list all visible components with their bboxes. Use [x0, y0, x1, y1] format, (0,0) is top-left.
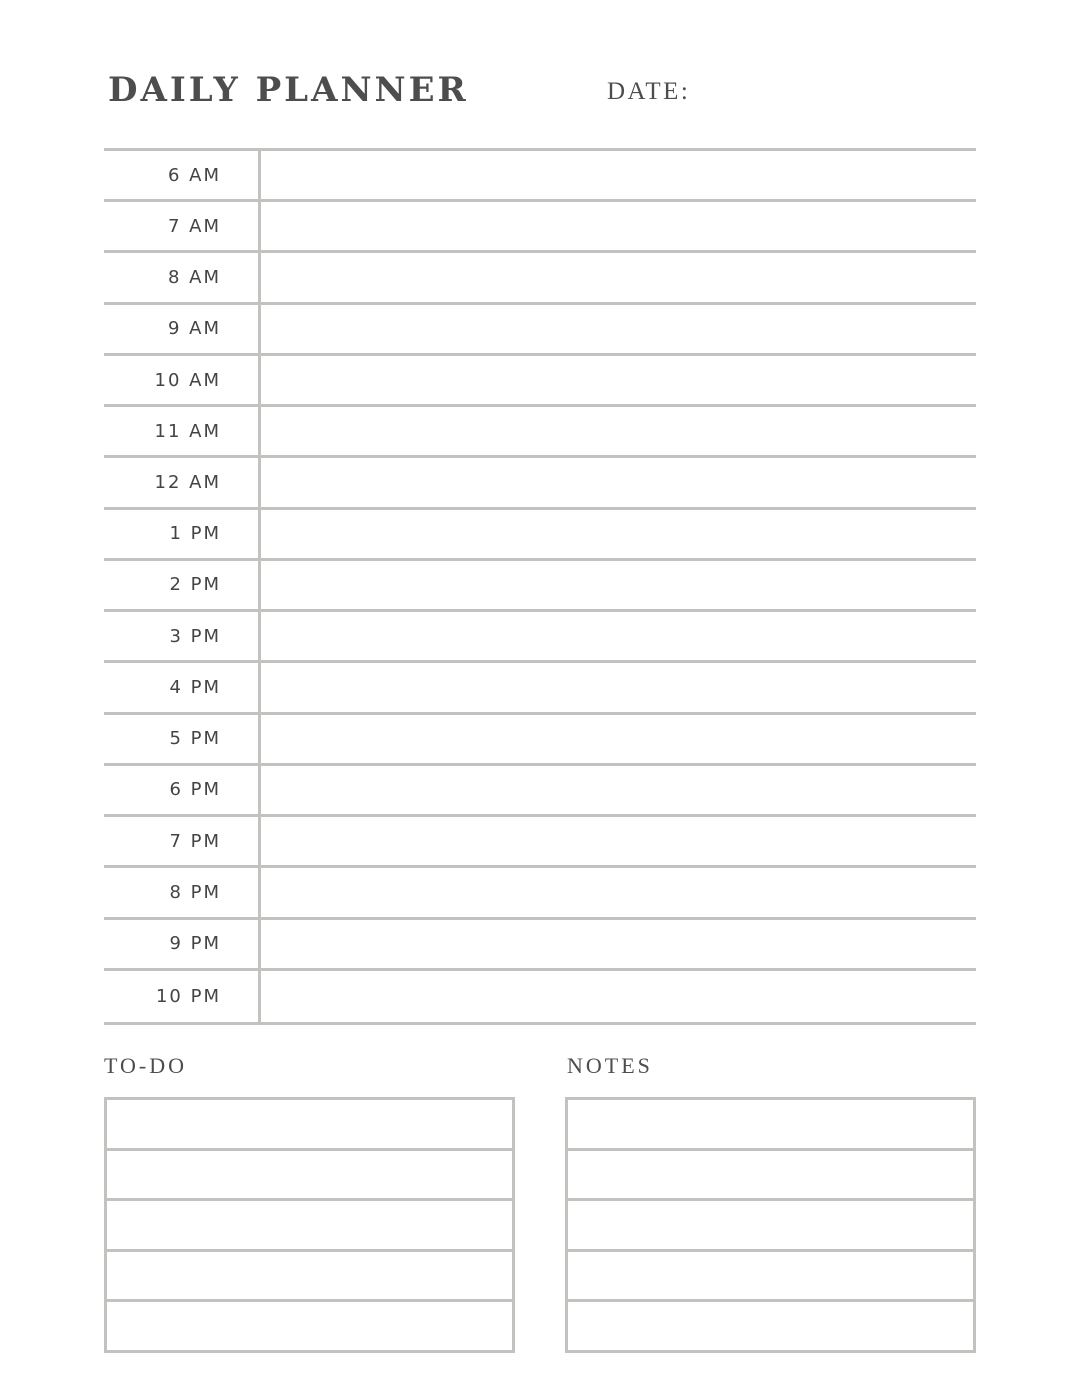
time-slot-label: 1 PM: [169, 523, 221, 545]
time-slot-entry[interactable]: [221, 766, 976, 814]
time-slot-label: 7 PM: [169, 830, 221, 852]
notes-line[interactable]: [568, 1252, 973, 1303]
time-slot-label: 9 AM: [167, 318, 221, 340]
time-slot-label: 12 AM: [154, 472, 221, 494]
time-slot-label: 2 PM: [169, 574, 221, 596]
page-title: DAILY PLANNER: [108, 70, 469, 110]
todo-box: [104, 1097, 515, 1353]
time-slot-entry[interactable]: [221, 561, 976, 609]
time-slot-label: 10 PM: [155, 985, 221, 1007]
todo-line[interactable]: [107, 1252, 512, 1303]
time-slot-row: [104, 663, 976, 714]
time-slot-row: [104, 151, 976, 202]
time-slot-entry[interactable]: [221, 202, 976, 250]
schedule-column-divider: [258, 149, 261, 1024]
time-slot-row: [104, 253, 976, 304]
time-slot-row: [104, 356, 976, 407]
time-slot-entry[interactable]: [221, 971, 976, 1022]
time-slot-row: [104, 202, 976, 253]
notes-box: [565, 1097, 976, 1353]
time-slot-row: [104, 817, 976, 868]
todo-line[interactable]: [107, 1201, 512, 1252]
todo-label: TO-DO: [104, 1053, 188, 1078]
time-slot-entry[interactable]: [221, 715, 976, 763]
notes-line[interactable]: [568, 1100, 973, 1151]
time-slot-row: [104, 612, 976, 663]
time-slot-row: [104, 305, 976, 356]
todo-line[interactable]: [107, 1151, 512, 1202]
time-slot-entry[interactable]: [221, 868, 976, 916]
time-slot-entry[interactable]: [221, 407, 976, 455]
time-slot-entry[interactable]: [221, 458, 976, 506]
time-slot-label: 6 AM: [167, 164, 221, 186]
time-slot-label: 4 PM: [169, 676, 221, 698]
time-slot-row: [104, 766, 976, 817]
time-slot-row: [104, 458, 976, 509]
notes-line[interactable]: [568, 1302, 973, 1350]
time-slot-label: 8 AM: [167, 267, 221, 289]
time-slot-row: [104, 971, 976, 1022]
time-slot-label: 11 AM: [154, 420, 221, 442]
time-slot-entry[interactable]: [221, 151, 976, 199]
time-slot-entry[interactable]: [221, 612, 976, 660]
time-slot-row: [104, 561, 976, 612]
time-slot-label: 10 AM: [154, 369, 221, 391]
time-slot-label: 8 PM: [169, 881, 221, 903]
time-slot-label: 6 PM: [169, 779, 221, 801]
time-slot-entry[interactable]: [221, 510, 976, 558]
time-slot-entry[interactable]: [221, 920, 976, 968]
notes-line[interactable]: [568, 1151, 973, 1202]
time-slot-label: 9 PM: [169, 933, 221, 955]
time-slot-entry[interactable]: [221, 305, 976, 353]
time-slot-entry[interactable]: [221, 817, 976, 865]
todo-line[interactable]: [107, 1302, 512, 1350]
time-slot-entry[interactable]: [221, 253, 976, 301]
notes-label: NOTES: [567, 1053, 653, 1078]
notes-line[interactable]: [568, 1201, 973, 1252]
date-label: DATE:: [607, 78, 691, 105]
time-slot-label: 7 AM: [167, 215, 221, 237]
time-slot-row: [104, 868, 976, 919]
time-slot-row: [104, 407, 976, 458]
time-slot-label: 3 PM: [169, 625, 221, 647]
time-slot-row: [104, 920, 976, 971]
time-slot-entry[interactable]: [221, 356, 976, 404]
todo-line[interactable]: [107, 1100, 512, 1151]
time-slot-label: 5 PM: [169, 728, 221, 750]
time-slot-row: [104, 510, 976, 561]
time-slot-entry[interactable]: [221, 663, 976, 711]
time-slot-row: [104, 715, 976, 766]
hourly-schedule: [104, 148, 976, 1025]
